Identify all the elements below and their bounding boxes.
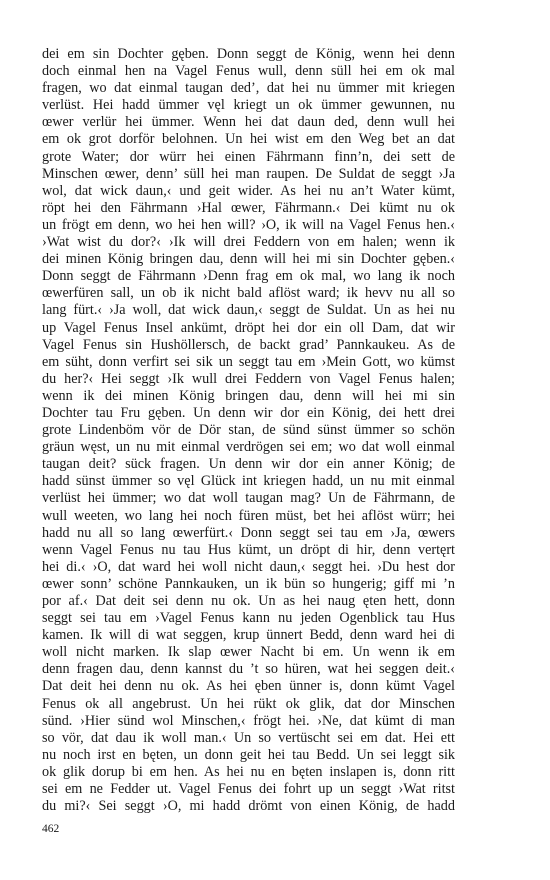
text-line: sei em ne Fedder ut. Vagel Fenus dei fohrt up un seggt ›Wat ritst <box>42 781 455 798</box>
text-line: Donn seggt de Fährmann ›Denn frag em ok mal, wo lang ik noch <box>42 268 455 285</box>
text-line: dei em sin Dochter gęben. Donn seggt de König, wenn hei denn <box>42 46 455 62</box>
text-line: wol, dat wick daun,‹ und geit wider. As hei nu an’t Water kümt, <box>42 182 455 199</box>
text-line: röpt hei den Fährmann ›Hal œwer, Fährmann.‹ Dei kümt nu ok <box>42 199 455 216</box>
text-line: verlüst. Hei hadd ümmer vęl kriegt un ok ümmer gewunnen, nu <box>42 97 455 114</box>
text-line: Fenus ok all angebrust. Un hei rükt ok glik, dat dor Minschen <box>42 695 455 712</box>
text-line: em süht, donn verfirt sei sik un seggt tau em ›Mein Gott, wo kümst <box>42 353 455 370</box>
text-line: ›Wat wist du dor?‹ ›Ik will drei Feddern von em halen; wenn ik <box>42 234 455 251</box>
text-line: Dochter tau Fru gęben. Un denn wir dor ein König, dei hett drei <box>42 404 455 421</box>
text-line: un frögt em denn, wo hei hen will? ›O, ik will na Vagel Fenus hen.‹ <box>42 216 455 233</box>
text-line: lang fürt.‹ ›Ja woll, dat wick daun,‹ seggt de Suldat. Un as hei nu <box>42 302 455 319</box>
text-line: taugan deit? sück fragen. Un denn wir dor ein anner König; de <box>42 456 455 473</box>
text-line: fragen, wo dat einmal taugan ded’, dat hei nu ümmer mit kriegen <box>42 80 455 97</box>
page-number: 462 <box>42 823 60 835</box>
text-line: woll nicht marken. Ik slap œwer Nacht bi em. Un wenn ik em <box>42 644 455 661</box>
text-line: œwer sonn’ schöne Pannkauken, un ik bün so hungerig; giff mi ’n <box>42 575 455 592</box>
text-line: sünd. ›Hier sünd wol Minschen,‹ frögt hei. ›Ne, dat kümt di man <box>42 712 455 729</box>
text-line: œwer verlür hei ümmer. Wenn hei dat daun ded, denn wull hei <box>42 114 455 131</box>
text-line: ok glik dorup bi em hen. As hei nu en bęten inslapen is, donn ritt <box>42 763 455 780</box>
text-line: kamen. Ik will di wat seggen, krup ünnert Bedd, denn ward hei di <box>42 627 455 644</box>
text-line: du mi?‹ Sei seggt ›O, mi hadd drömt von einen König, de hadd <box>42 798 455 815</box>
text-line: seggt sei tau em ›Vagel Fenus kann nu jeden Ogenblick tau Hus <box>42 610 455 627</box>
text-line: Dat deit hei denn nu ok. As hei ęben ünner is, donn kümt Vagel <box>42 678 455 695</box>
text-line: doch einmal hen na Vagel Fenus wull, denn süll hei em ok mal <box>42 63 455 80</box>
text-line: por af.‹ Dat deit sei denn nu ok. Un as hei naug ęten hett, donn <box>42 593 455 609</box>
text-line: up Vagel Fenus Insel ankümt, dröpt hei dor ein oll Dam, dat wir <box>42 319 455 336</box>
text-line: dei minen König bringen dau, denn will hei mi sin Dochter gęben.‹ <box>42 251 455 268</box>
text-line: em ok grot dorför belohnen. Un hei wist em den Weg bet an dat <box>42 131 455 148</box>
text-line: wenn Vagel Fenus nu tau Hus kümt, un dröpt di hir, denn vertęrt <box>42 541 455 558</box>
text-line: hei di.‹ ›O, dat ward hei woll nicht daun,‹ seggt hei. ›Du hest dor <box>42 558 455 575</box>
body-text <box>42 46 455 815</box>
text-line: grote Water; dor würr hei einen Fährmann finn’n, dei sett de <box>42 148 455 165</box>
text-line: wenn ik dei minen König bringen dau, denn will hei mi sin <box>42 387 455 404</box>
text-line: hadd sünst ümmer so vęl Glück int kriegen hadd, un nu mit einmal <box>42 473 455 490</box>
text-line: œwerfüren sall, un ob ik nicht bald aflöst ward; ik hevv nu all so <box>42 285 455 302</box>
text-line: hadd nu all so lang œwerfürt.‹ Donn seggt sei tau em ›Ja, œwers <box>42 524 455 541</box>
text-line: du her?‹ Hei seggt ›Ik wull drei Feddern von Vagel Fenus halen; <box>42 370 455 387</box>
text-line: Vagel Fenus sin Hushöllersch, de backt grad’ Pannkaukeu. As de <box>42 336 455 353</box>
text-line: verlüst hei ümmer; wo dat woll taugan mag? Un de Fährmann, de <box>42 490 455 507</box>
text-line: grote Lindenböm vör de Dör stan, de sünd sünst ümmer so schön <box>42 422 455 439</box>
text-line: gräun węst, un nu mit einmal verdrögen sei em; wo dat woll einmal <box>42 439 455 456</box>
text-line: wull weeten, wo lang hei noch füren müst, bet hei aflöst würr; hei <box>42 507 455 524</box>
text-line: so vör, dat dau ik woll man.‹ Un so vertüscht sei em dat. Hei ett <box>42 729 455 746</box>
text-line: denn fragen dau, denn kannst du ’t so hüren, wat hei seggen deit.‹ <box>42 661 455 678</box>
text-line: Minschen œwer, denn’ süll hei man raupen. De Suldat de seggt ›Ja <box>42 165 455 182</box>
text-line: nu noch irst en bęten, un donn geit hei tau Bedd. Un sei leggt sik <box>42 746 455 763</box>
